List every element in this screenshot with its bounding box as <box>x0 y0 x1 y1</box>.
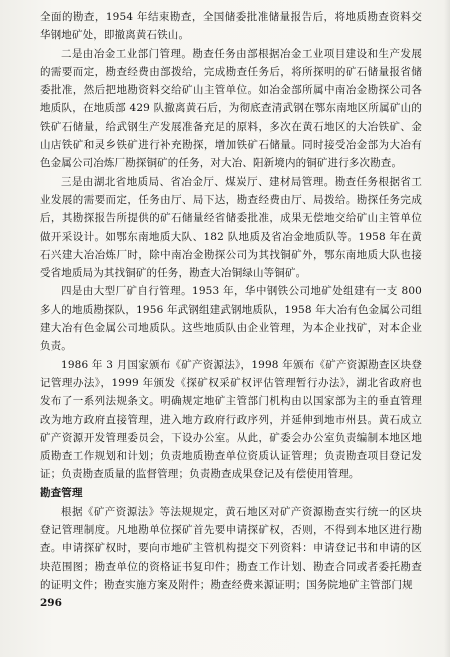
paragraph-continued: 全面的勘查，1954 年结束勘查，全国储委批准储量报告后，将地质勘查资料交华钢地矿处，即撤离黄石铁山。 <box>40 11 422 42</box>
paragraph-metallurgy-management: 二是由冶金工业部门管理。勘查任务由部根据冶金工业项目建设和生产发展的需要而定，勘查经费由部拨给，完成勘查任务后，将所探明的矿石储量报省储委批准，然后把地勘资料交给矿山主管单位。如冶金部所属中南冶金勘探公司各地质队，在地质部 429 队撤离黄石后，为彻底查清武钢在鄂东南地区所属矿山的铁矿石储量，给武钢生产发展准备充足的原料，多次在黄石地区的大冶铁矿、金山店铁矿和灵乡铁矿进行补充勘探，增加铁矿石储量。同时接受冶金部为大冶有色金属公司冶炼厂勘探铜矿的任务，对大冶、阳新境内的铜矿进行多次勘查。 <box>40 47 422 170</box>
page-edge-shadow <box>444 0 450 657</box>
paragraph-enterprise-management: 四是由大型厂矿自行管理。1953 年，华中钢铁公司地矿处组建有一支 800 多人的地质勘探队，1956 年武钢组建武钢地质队，1958 年大冶有色金属公司组建大冶有色金属公司地质队。这些地质队由企业管理，为本企业找矿，对本企业负责。 <box>40 285 422 353</box>
body-text <box>40 8 422 594</box>
paragraph-registration: 根据《矿产资源法》等法规规定，黄石地区对矿产资源勘查实行统一的区块登记管理制度。凡地勘单位探矿首先要申请探矿权，否则，不得到本地区进行勘查。申请探矿权时，要向市地矿主管机构提交下列资料：申请登记书和申请的区块范围图；勘查单位的资格证书复印件；勘查工作计划、勘查合同或者委托勘查的证明文件；勘查实施方案及附件；勘查经费来源证明；国务院地矿主管部门规 <box>40 505 422 591</box>
paragraph-provincial-management: 三是由湖北省地质局、省冶金厅、煤炭厅、建材局管理。勘查任务根据省工业发展的需要而定，任务由厅、局下达，勘查经费由厅、局拨给。勘探任务完成后，其勘探报告所提供的矿石储量经省储委批准，成果无偿地交给矿山主管单位做开采设计。如鄂东南地质大队、182 队地质及省冶金地质队等。1958 年在黄石兴建大冶冶炼厂时，除中南冶金勘探公司为其找铜矿外，鄂东南地质大队也接受省地质局为其找铜矿的任务，勘查大冶铜绿山等铜矿。 <box>40 175 422 280</box>
section-heading: 勘查管理 <box>40 486 83 499</box>
page-number: 296 <box>40 597 62 609</box>
paragraph-law-reform: 1986 年 3 月国家颁布《矿产资源法》，1998 年颁布《矿产资源勘查区块登记管理办法》，1999 年颁发《探矿权采矿权评估管理暂行办法》，湖北省政府也发布了一系列法规条文。明确规定地矿主管部门机构由以国家部为主的垂直管理改为地方政府直接管理，进入地方政府行政序列，并延伸到地市州县。黄石成立矿产资源开发管理委员会，下设办公室。从此，矿委会办公室负责编制本地区地质勘查工作规划和计划；负责地质勘查单位资质认证管理；负责勘查项目登记发证；负责勘查质量的监督管理；负责勘查成果登记及有偿使用管理。 <box>40 358 422 481</box>
